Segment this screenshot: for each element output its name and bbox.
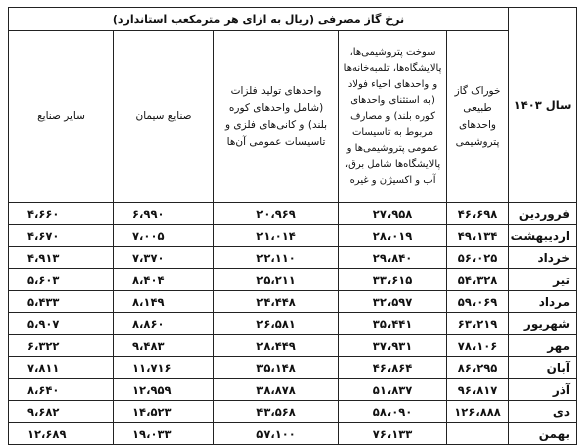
table-row: [9, 357, 577, 379]
value-cell-fuel: ۳۷،۹۳۱: [339, 335, 447, 357]
value-cell-metals: ۲۱،۰۱۴: [214, 225, 339, 247]
value-cell-metals: ۲۲،۱۱۰: [214, 247, 339, 269]
month-cell: شهریور: [509, 313, 577, 335]
value-cell-other-industries: ۶،۳۲۲: [9, 335, 114, 357]
month-cell: مرداد: [509, 291, 577, 313]
month-cell: مهر: [509, 335, 577, 357]
value-cell-feedstock: ۹۶،۸۱۷: [447, 379, 509, 401]
column-header-other-industries: سایر صنایع: [9, 31, 114, 203]
value-cell-metals: ۲۶،۵۸۱: [214, 313, 339, 335]
value-cell-fuel: ۳۲،۵۹۷: [339, 291, 447, 313]
value-cell-fuel: ۲۷،۹۵۸: [339, 203, 447, 225]
value-cell-cement: ۸،۸۶۰: [114, 313, 214, 335]
value-cell-other-industries: ۴،۶۷۰: [9, 225, 114, 247]
table-row: [9, 291, 577, 313]
table-row: [9, 269, 577, 291]
value-cell-feedstock: [447, 423, 509, 445]
value-cell-other-industries: ۴،۹۱۳: [9, 247, 114, 269]
value-cell-fuel: ۵۸،۰۹۰: [339, 401, 447, 423]
gas-tariff-table: [8, 7, 577, 445]
value-cell-other-industries: ۹،۶۸۲: [9, 401, 114, 423]
month-cell: اردیبهشت: [509, 225, 577, 247]
table-row: [9, 247, 577, 269]
value-cell-metals: ۵۷،۱۰۰: [214, 423, 339, 445]
value-cell-cement: ۱۴،۵۲۳: [114, 401, 214, 423]
value-cell-other-industries: ۷،۸۱۱: [9, 357, 114, 379]
month-cell: آذر: [509, 379, 577, 401]
table-body: [9, 203, 577, 445]
value-cell-metals: ۳۵،۱۴۸: [214, 357, 339, 379]
value-cell-other-industries: ۵،۶۰۳: [9, 269, 114, 291]
group-header: نرخ گاز مصرفی (ریال به ازای هر مترمکعب استاندارد): [9, 8, 509, 31]
value-cell-feedstock: ۵۴،۳۲۸: [447, 269, 509, 291]
value-cell-cement: ۹،۴۸۳: [114, 335, 214, 357]
value-cell-metals: ۲۴،۴۴۸: [214, 291, 339, 313]
value-cell-feedstock: ۴۶،۶۹۸: [447, 203, 509, 225]
value-cell-fuel: ۳۵،۴۴۱: [339, 313, 447, 335]
value-cell-metals: ۴۳،۵۶۸: [214, 401, 339, 423]
value-cell-feedstock: ۴۹،۱۳۴: [447, 225, 509, 247]
value-cell-cement: ۸،۱۴۹: [114, 291, 214, 313]
month-cell: خرداد: [509, 247, 577, 269]
year-header: سال ۱۴۰۳: [509, 8, 577, 203]
value-cell-other-industries: ۵،۹۰۷: [9, 313, 114, 335]
value-cell-feedstock: ۱۲۶،۸۸۸: [447, 401, 509, 423]
value-cell-fuel: ۴۶،۸۶۴: [339, 357, 447, 379]
value-cell-metals: ۲۵،۲۱۱: [214, 269, 339, 291]
value-cell-metals: ۳۸،۸۷۸: [214, 379, 339, 401]
value-cell-cement: ۷،۳۷۰: [114, 247, 214, 269]
value-cell-metals: ۲۸،۴۴۹: [214, 335, 339, 357]
column-header-fuel: سوخت پتروشیمی‌ها، پالایشگاه‌ها، تلمبه‌خانه‌ها و واحدهای احیاء فولاد (به استثنای واحدهای کوره بلند) و مصارف مربوط به تاسیسات عمومی پتروشیمی‌ها و پالایشگاه‌ها شامل برق، آب و اکسیژن و غیره: [339, 31, 447, 203]
value-cell-fuel: ۳۳،۶۱۵: [339, 269, 447, 291]
table-row: [9, 379, 577, 401]
value-cell-cement: ۸،۴۰۴: [114, 269, 214, 291]
value-cell-other-industries: ۴،۶۶۰: [9, 203, 114, 225]
table-row: [9, 203, 577, 225]
month-cell: آبان: [509, 357, 577, 379]
column-header-cement: صنایع سیمان: [114, 31, 214, 203]
value-cell-cement: ۱۱،۷۱۶: [114, 357, 214, 379]
value-cell-cement: ۱۹،۰۳۳: [114, 423, 214, 445]
table-row: [9, 401, 577, 423]
value-cell-feedstock: ۷۸،۱۰۶: [447, 335, 509, 357]
column-header-feedstock: خوراک گاز طبیعی واحدهای پتروشیمی: [447, 31, 509, 203]
month-cell: دی: [509, 401, 577, 423]
value-cell-other-industries: ۵،۴۳۳: [9, 291, 114, 313]
value-cell-feedstock: ۸۶،۲۹۵: [447, 357, 509, 379]
value-cell-fuel: ۷۶،۱۳۳: [339, 423, 447, 445]
month-cell: بهمن: [509, 423, 577, 445]
table-row: [9, 313, 577, 335]
table-row: [9, 335, 577, 357]
table-row: [9, 423, 577, 445]
table-row: [9, 225, 577, 247]
value-cell-other-industries: ۸،۶۴۰: [9, 379, 114, 401]
column-header-metals: واحدهای تولید فلزات (شامل واحدهای کوره بلند) و کانی‌های فلزی و تاسیسات عمومی آن‌ها: [214, 31, 339, 203]
value-cell-feedstock: ۵۹،۰۶۹: [447, 291, 509, 313]
value-cell-cement: ۶،۹۹۰: [114, 203, 214, 225]
month-cell: فروردین: [509, 203, 577, 225]
value-cell-fuel: ۲۸،۰۱۹: [339, 225, 447, 247]
value-cell-fuel: ۲۹،۸۴۰: [339, 247, 447, 269]
value-cell-fuel: ۵۱،۸۳۷: [339, 379, 447, 401]
value-cell-cement: ۷،۰۰۵: [114, 225, 214, 247]
value-cell-other-industries: ۱۲،۶۸۹: [9, 423, 114, 445]
value-cell-feedstock: ۶۳،۲۱۹: [447, 313, 509, 335]
value-cell-metals: ۲۰،۹۶۹: [214, 203, 339, 225]
value-cell-feedstock: ۵۶،۰۲۵: [447, 247, 509, 269]
month-cell: تیر: [509, 269, 577, 291]
value-cell-cement: ۱۲،۹۵۹: [114, 379, 214, 401]
